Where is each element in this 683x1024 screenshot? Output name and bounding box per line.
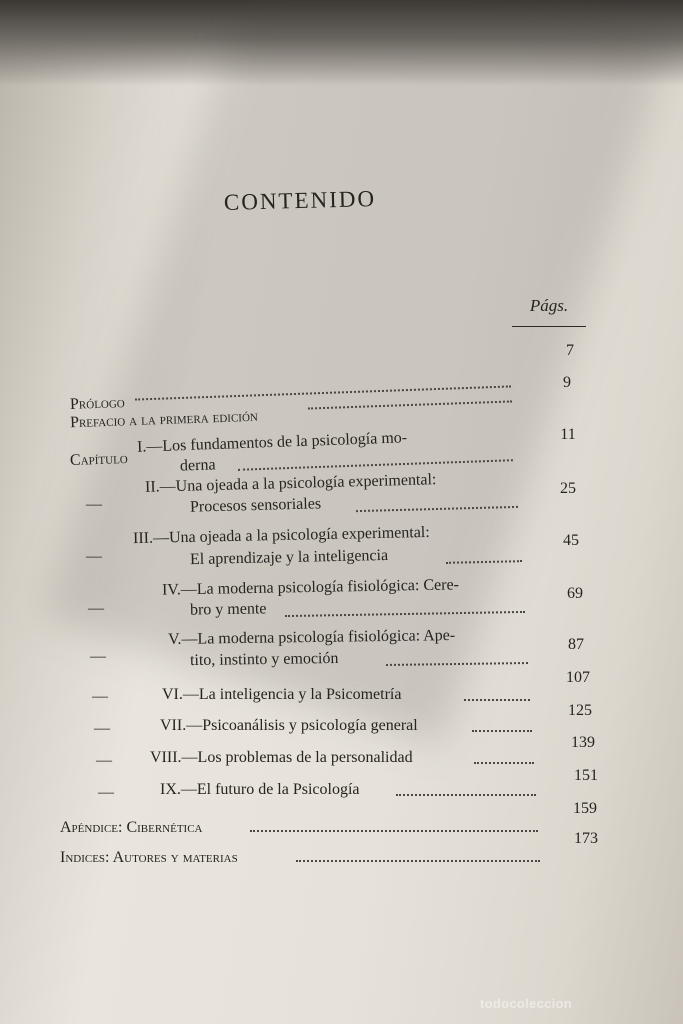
dot-leader — [464, 699, 530, 701]
toc-entry-prefix: Capítulo — [69, 449, 128, 470]
dot-leader — [296, 860, 540, 862]
dot-leader — [474, 762, 534, 764]
toc-entry-label: III.—Una ojeada a la psicología experimental: — [132, 523, 430, 548]
dot-leader — [308, 400, 512, 409]
toc-entry-continuation: bro y mente — [189, 600, 267, 619]
watermark-logo: todocoleccion — [480, 996, 573, 1011]
toc-entry-label: V.—La moderna psicología fisiológica: Ape- — [167, 626, 456, 649]
toc-page-number: 159 — [573, 800, 597, 817]
toc-page-number: 45 — [563, 532, 579, 549]
toc-entry-label: VI.—La inteligencia y la Psicometría — [162, 686, 402, 703]
dot-leader — [446, 560, 522, 564]
toc-entry-prefix: — — [94, 720, 110, 737]
toc-page-number: 173 — [574, 830, 598, 847]
dot-leader — [135, 385, 511, 400]
toc-page-number: 151 — [574, 767, 598, 784]
toc-page-number: 25 — [560, 480, 576, 497]
dot-leader — [238, 459, 513, 471]
toc-entry-label: Prólogo — [69, 394, 125, 413]
toc-entry-prefix: — — [90, 648, 106, 665]
dot-leader — [386, 662, 528, 666]
toc-page-number: 107 — [566, 669, 590, 686]
toc-entry-label: VII.—Psicoanálisis y psicología general — [160, 717, 418, 734]
toc-entry-continuation: El aprendizaje y la inteligencia — [189, 546, 389, 569]
toc-entry-label: Prefacio a la primera edición — [69, 407, 259, 432]
toc-entry-label: II.—Una ojeada a la psicología experimental: — [144, 471, 437, 496]
toc-entry-continuation: tito, instinto y emoción — [189, 649, 339, 670]
toc-entry-prefix: — — [98, 784, 114, 801]
toc-page-number: 69 — [567, 585, 583, 602]
toc-page-number: 125 — [568, 702, 592, 719]
toc-entry-label: IX.—El futuro de la Psicología — [160, 781, 360, 798]
dot-leader — [285, 611, 525, 617]
toc-page-number: 7 — [566, 342, 574, 359]
dot-leader — [250, 830, 538, 832]
toc-page-number: 139 — [571, 734, 595, 751]
toc-entry-label: Apéndice: Cibernética — [60, 819, 203, 836]
contents-heading: CONTENIDO — [223, 186, 377, 215]
dot-leader — [356, 506, 518, 512]
toc-page-number: 9 — [563, 374, 571, 391]
toc-entry-label: I.—Los fundamentos de la psicología mo- — [136, 429, 408, 456]
toc-entry-prefix: — — [88, 600, 104, 617]
toc-entry-prefix: — — [86, 548, 102, 565]
toc-entry-continuation: Procesos sensoriales — [189, 495, 322, 516]
toc-page-number: 87 — [568, 636, 584, 653]
pages-column-header: Págs. — [529, 296, 569, 315]
dot-leader — [396, 794, 536, 796]
toc-entry-prefix: — — [86, 496, 102, 513]
toc-entry-prefix: — — [92, 688, 108, 705]
toc-entry-prefix: — — [96, 752, 112, 769]
toc-entry-continuation: derna — [179, 456, 216, 475]
toc-entry-label: Indices: Autores y materias — [60, 849, 238, 866]
toc-entry-label: VIII.—Los problemas de la personalidad — [150, 749, 413, 766]
dot-leader — [472, 730, 532, 732]
toc-entry-label: IV.—La moderna psicología fisiológica: Cere- — [161, 576, 460, 599]
toc-page-number: 11 — [560, 426, 576, 443]
